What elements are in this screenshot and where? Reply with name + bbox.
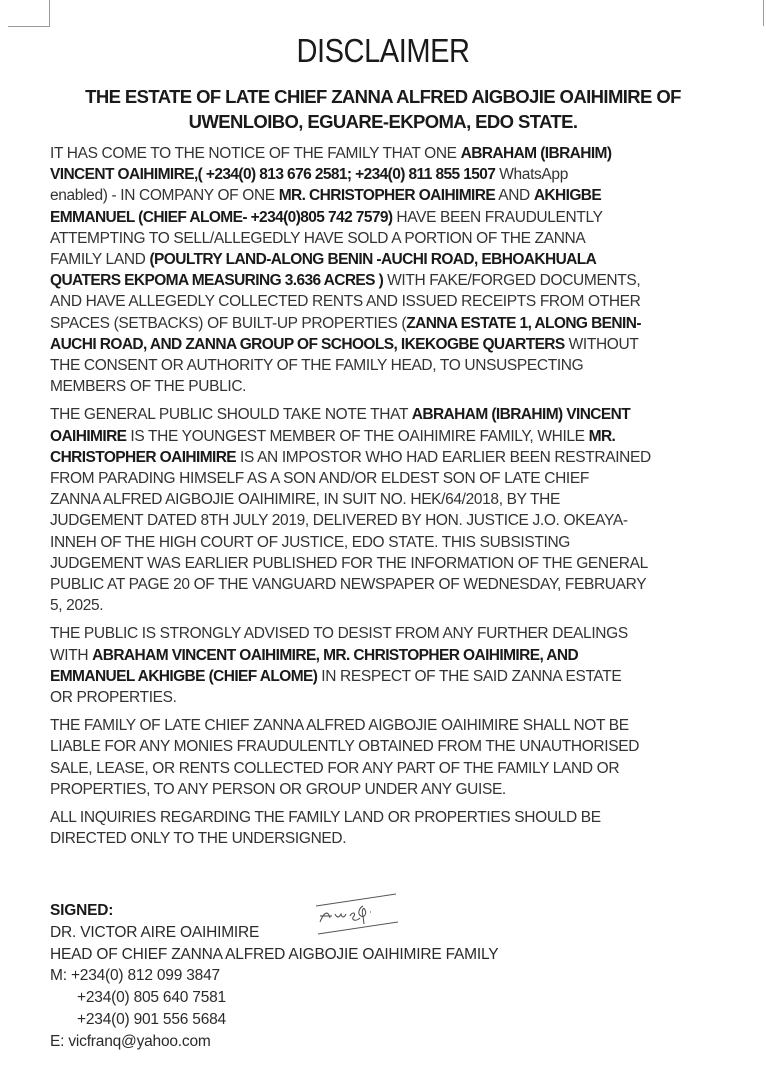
bold-text: (POULTRY LAND-ALONG BENIN -AUCHI ROAD, EBHOAKHUALA	[149, 251, 597, 269]
text-line	[50, 595, 762, 616]
text: ATTEMPTING TO SELL/ALLEGEDLY HAVE SOLD A PORTION OF THE ZANNA	[50, 229, 586, 247]
bold-text: AKHIGBE	[533, 187, 602, 205]
text-line	[50, 623, 762, 644]
text-line	[50, 143, 762, 164]
text-line	[50, 228, 762, 249]
text: AND	[495, 187, 534, 205]
text: DIRECTED ONLY TO THE UNDERSIGNED.	[50, 830, 347, 848]
text-line	[50, 249, 762, 270]
document-body	[50, 143, 762, 857]
text-line	[50, 313, 762, 334]
bold-text: MR.	[588, 427, 616, 445]
text-line	[50, 468, 762, 489]
text-line	[50, 736, 762, 757]
text: enabled) - IN COMPANY OF ONE	[50, 187, 279, 205]
email-line	[50, 1031, 498, 1053]
document-title: DISCLAIMER	[296, 32, 470, 69]
crop-mark-top-right	[763, 0, 764, 26]
text: ZANNA ALFRED AIGBOJIE OAIHIMIRE, IN SUIT NO. HEK/64/2018, BY THE	[50, 491, 560, 509]
bold-text: AUCHI ROAD, AND ZANNA GROUP OF SCHOOLS, IKEKOGBE QUARTERS	[50, 335, 565, 353]
text-line	[50, 807, 762, 828]
text: PUBLIC AT PAGE 20 OF THE VANGUARD NEWSPAPER OF WEDNESDAY, FEBRUARY	[50, 576, 647, 594]
bold-text: EMMANUEL AKHIGBE (CHIEF ALOME)	[50, 667, 318, 685]
bold-text: ABRAHAM (IBRAHIM) VINCENT	[411, 406, 631, 424]
text-line	[50, 185, 762, 206]
text: SALE, LEASE, OR RENTS COLLECTED FOR ANY PART OF THE FAMILY LAND OR	[50, 759, 620, 777]
phone-line-1	[50, 965, 498, 987]
text-line	[50, 164, 762, 185]
bold-text: QUATERS EKPOMA MEASURING 3.636 ACRES )	[50, 272, 384, 290]
text: AND HAVE ALLEGEDLY COLLECTED RENTS AND ISSUED RECEIPTS FROM OTHER	[50, 293, 641, 311]
phone-number: +234(0) 805 640 7581	[77, 989, 226, 1007]
signatory-name: DR. VICTOR AIRE OAIHIMIRE	[50, 923, 260, 941]
bold-text: ABRAHAM (IBRAHIM)	[460, 145, 612, 162]
crop-mark-top-left	[8, 0, 50, 27]
text-line	[50, 687, 762, 708]
text: MEMBERS OF THE PUBLIC.	[50, 378, 247, 396]
text-line	[50, 376, 762, 397]
bold-text: ABRAHAM VINCENT OAIHIMIRE, MR. CHRISTOPHER OAIHIMIRE, AND	[92, 646, 579, 664]
phone-prefix: M:	[50, 967, 71, 985]
bold-text: OAIHIMIRE	[50, 427, 127, 445]
text: JUDGEMENT DATED 8TH JULY 2019, DELIVERED BY HON. JUSTICE J.O. OKEAYA-	[50, 512, 628, 530]
document-subtitle	[30, 84, 736, 134]
bold-text: EMMANUEL (CHIEF ALOME- +234(0)805 742 7579)	[50, 208, 393, 226]
text: PROPERTIES, TO ANY PERSON OR GROUP UNDER ANY GUISE.	[50, 780, 506, 798]
text: JUDGEMENT WAS EARLIER PUBLISHED FOR THE INFORMATION OF THE GENERAL	[50, 554, 648, 572]
phone-line-3	[50, 1009, 498, 1031]
paragraph	[50, 143, 762, 397]
text: FAMILY LAND	[50, 251, 150, 269]
email-address: vicfranq@yahoo.com	[68, 1032, 211, 1050]
signature-block	[50, 900, 498, 1053]
signatory-role: HEAD OF CHIEF ZANNA ALFRED AIGBOJIE OAIHIMIRE FAMILY	[50, 945, 499, 963]
paragraph	[50, 623, 762, 708]
text: IN RESPECT OF THE SAID ZANNA ESTATE	[317, 667, 622, 685]
text-line	[50, 426, 762, 447]
text: ALL INQUIRIES REGARDING THE FAMILY LAND OR PROPERTIES SHOULD BE	[50, 809, 601, 827]
text: IS THE YOUNGEST MEMBER OF THE OAIHIMIRE FAMILY, WHILE	[126, 427, 589, 445]
text: HAVE BEEN FRAUDULENTLY	[392, 208, 603, 226]
text-line	[50, 207, 762, 228]
text-line	[50, 447, 762, 468]
subtitle-line: THE ESTATE OF LATE CHIEF ZANNA ALFRED AIGBOJIE OAIHIMIRE OF	[85, 86, 681, 107]
text-line	[50, 334, 762, 355]
text-line	[50, 758, 762, 779]
text-line	[50, 510, 762, 531]
text: THE GENERAL PUBLIC SHOULD TAKE NOTE THAT	[50, 406, 412, 424]
text-line	[50, 532, 762, 553]
text: IS AN IMPOSTOR WHO HAD EARLIER BEEN RESTRAINED	[236, 448, 651, 466]
text-line	[50, 404, 762, 425]
text-line	[50, 574, 762, 595]
text: WITHOUT	[564, 335, 639, 353]
email-prefix: E:	[50, 1032, 69, 1050]
text: THE CONSENT OR AUTHORITY OF THE FAMILY HEAD, TO UNSUSPECTING	[50, 357, 584, 375]
subtitle-line: UWENLOIBO, EGUARE-EKPOMA, EDO STATE.	[188, 111, 578, 132]
bold-text: CHRISTOPHER OAIHIMIRE	[50, 448, 237, 466]
text-line	[50, 553, 762, 574]
text-line	[50, 270, 762, 291]
phone-line-2	[50, 987, 498, 1009]
text: WhatsApp	[495, 166, 568, 184]
text: THE FAMILY OF LATE CHIEF ZANNA ALFRED AIGBOJIE OAIHIMIRE SHALL NOT BE	[50, 717, 629, 735]
bold-text: MR. CHRISTOPHER OAIHIMIRE	[278, 187, 496, 205]
text: LIABLE FOR ANY MONIES FRAUDULENTLY OBTAINED FROM THE UNAUTHORISED	[50, 738, 640, 756]
text: 5, 2025.	[50, 597, 104, 615]
paragraph	[50, 715, 762, 800]
text-line	[50, 666, 762, 687]
text: INNEH OF THE HIGH COURT OF JUSTICE, EDO STATE. THIS SUBSISTING	[50, 533, 570, 551]
text-line	[50, 715, 762, 736]
phone-number: +234(0) 812 099 3847	[70, 967, 220, 985]
phone-number: +234(0) 901 556 5684	[77, 1010, 226, 1028]
text: SPACES (SETBACKS) OF BUILT-UP PROPERTIES (	[50, 314, 407, 332]
bold-text: ZANNA ESTATE 1, ALONG BENIN-	[406, 314, 641, 332]
text-line	[50, 291, 762, 312]
paragraph	[50, 404, 762, 616]
text-line	[50, 645, 762, 666]
signed-label: SIGNED:	[50, 902, 114, 919]
text: OR PROPERTIES.	[50, 689, 177, 707]
text: WITH	[50, 646, 93, 664]
text: THE PUBLIC IS STRONGLY ADVISED TO DESIST FROM ANY FURTHER DEALINGS	[50, 625, 628, 643]
text-line	[50, 828, 762, 849]
text: WITH FAKE/FORGED DOCUMENTS,	[383, 272, 641, 290]
text-line	[50, 355, 762, 376]
paragraph	[50, 807, 762, 849]
text: FROM PARADING HIMSELF AS A SON AND/OR ELDEST SON OF LATE CHIEF	[50, 470, 589, 488]
text: IT HAS COME TO THE NOTICE OF THE FAMILY THAT ONE	[50, 145, 461, 162]
bold-text: VINCENT OAIHIMIRE,( +234(0) 813 676 2581; +234(0) 811 855 1507	[50, 166, 496, 184]
text-line	[50, 489, 762, 510]
text-line	[50, 779, 762, 800]
